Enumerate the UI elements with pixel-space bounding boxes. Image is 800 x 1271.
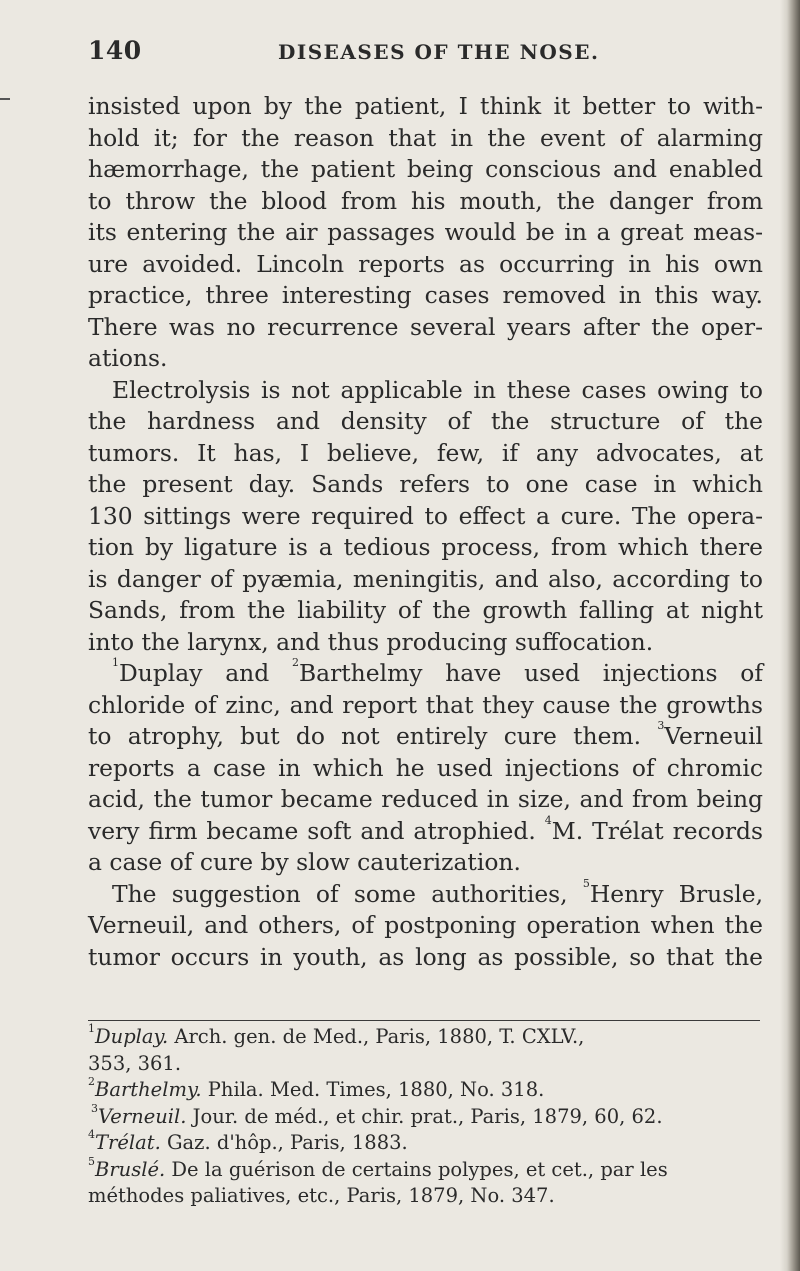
text-line: to throw the blood from his mouth, the danger from: [88, 186, 763, 215]
footnote-divider: [88, 1020, 760, 1021]
text-line: ations.: [88, 344, 168, 372]
text-line: tion by ligature is a tedious process, from which there: [88, 533, 763, 561]
footnote-author: Trélat.: [95, 1131, 161, 1154]
text-line: practice, three interesting cases removed in this way.: [88, 281, 763, 309]
text-line: the hardness and density of the structure of the: [88, 407, 763, 435]
paragraph-start-line: Electrolysis is not applicable in these cases owing to: [112, 375, 763, 404]
text-line: There was no recurrence several years after the oper-: [88, 312, 763, 341]
text-line: hold it; for the reason that in the event of alarming: [88, 123, 763, 152]
footnote-ref[interactable]: 3: [657, 719, 665, 732]
footnote-author: Duplay.: [95, 1025, 169, 1048]
text-line: acid, the tumor became reduced in size, and from being: [88, 785, 763, 813]
paragraph-start-line: The suggestion of some authorities, $^5$Henry Brusle,: [112, 876, 764, 908]
footnotes: [88, 1024, 763, 1210]
text-line: insisted upon by the patient, I think it better to with-: [88, 92, 763, 120]
text-line: 130 sittings were required to effect a cure. The opera-: [88, 501, 763, 530]
footnote-ref[interactable]: 5: [582, 876, 590, 890]
footnote-author: Bruslé.: [95, 1157, 166, 1181]
footnote-ref[interactable]: 2: [291, 656, 299, 669]
text-line: very firm became soft and atrophied. $^4$M. Trélat records: [88, 813, 763, 845]
text-line: tumors. It has, I believe, few, if any advocates, at: [88, 438, 763, 467]
page-number: 140: [88, 36, 142, 65]
footnote-3: $^3$Verneuil. Jour. de méd., et chir. prat., Paris, 1879, 60, 62.: [91, 1101, 663, 1128]
text-line: Sands, from the liability of the growth falling at night: [88, 596, 763, 624]
margin-mark: [0, 98, 10, 100]
footnote-1: $^1$Duplay. Arch. gen. de Med., Paris, 1880, T. CXLV.,: [88, 1022, 585, 1048]
text-line: chloride of zinc, and report that they cause the growths: [88, 690, 763, 719]
text-line: is danger of pyæmia, meningitis, and also, according to: [88, 564, 763, 593]
page-header: [88, 36, 760, 76]
text-line: hæmorrhage, the patient being conscious and enabled: [88, 155, 763, 183]
body-text: [88, 91, 763, 973]
text-line: ure avoided. Lincoln reports as occurring in his own: [88, 249, 763, 278]
text-line: the present day. Sands refers to one case in which: [88, 470, 763, 498]
footnote-5: $^5$Bruslé. De la guérison de certains polypes, et cet., par les: [88, 1154, 668, 1181]
footnote-author: Barthelmy.: [95, 1078, 202, 1101]
text-line: reports a case in which he used injections of chromic: [88, 753, 763, 782]
text-line: a case of cure by slow cauterization.: [88, 848, 521, 876]
footnote-1-continuation: 353, 361.: [88, 1051, 182, 1075]
footnote-ref[interactable]: 1: [112, 656, 119, 669]
footnote-author: Verneuil.: [98, 1104, 187, 1128]
footnote-5-continuation: méthodes paliatives, etc., Paris, 1879, No. 347.: [88, 1184, 555, 1207]
running-head: DISEASES OF THE NOSE.: [278, 40, 600, 64]
text-line: Verneuil, and others, of postponing operation when the: [88, 911, 763, 939]
paragraph-start-line: $^1$Duplay and $^2$Barthelmy have used injections of: [112, 656, 764, 687]
footnote-2: $^2$Barthelmy. Phila. Med. Times, 1880, No. 318.: [88, 1075, 545, 1101]
text-line: into the larynx, and thus producing suffocation.: [88, 627, 654, 656]
text-line: to atrophy, but do not entirely cure them. $^3$Verneuil: [88, 719, 764, 750]
text-line: its entering the air passages would be in a great meas-: [88, 218, 763, 246]
book-binding-edge: [780, 0, 800, 1271]
footnote-4: $^4$Trélat. Gaz. d'hôp., Paris, 1883.: [88, 1128, 408, 1154]
text-line: tumor occurs in youth, as long as possible, so that the: [88, 942, 763, 971]
footnote-ref[interactable]: 4: [544, 813, 552, 827]
